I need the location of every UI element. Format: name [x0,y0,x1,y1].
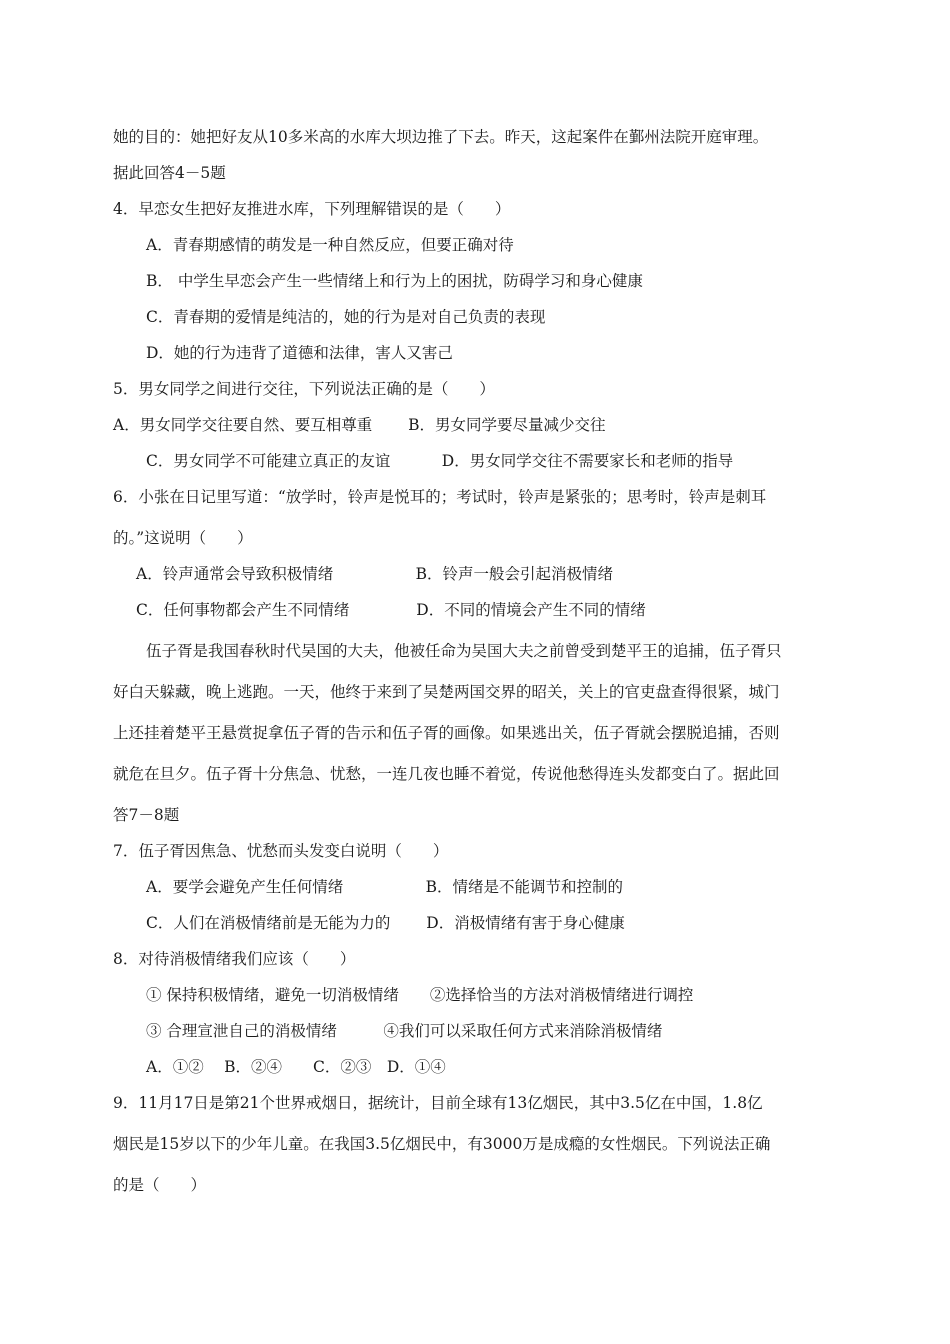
question-6-cont: 的。”这说明（ ） [113,529,253,547]
question-9-cont: 烟民是15岁以下的少年儿童。在我国3.5亿烟民中，有3000万是成瘾的女性烟民。下列说法正确 [113,1135,771,1153]
question-5: 5．男女同学之间进行交往，下列说法正确的是（ ） [113,380,495,398]
question-8: 8．对待消极情绪我们应该（ ） [113,950,356,968]
options-6ab: A．铃声通常会导致积极情绪 B．铃声一般会引起消极情绪 [136,565,614,583]
options-5cd: C．男女同学不可能建立真正的友谊 D．男女同学交往不需要家长和老师的指导 [146,452,734,470]
option-4c: C．青春期的爱情是纯洁的，她的行为是对自己负责的表现 [146,308,546,326]
question-7: 7．伍子胥因焦急、忧愁而头发变白说明（ ） [113,842,449,860]
passage-line: 好白天躲藏，晚上逃跑。一天，他终于来到了吴楚两国交界的昭关，关上的官吏盘查得很紧，城门 [113,683,780,701]
options-6cd: C．任何事物都会产生不同情绪 D．不同的情境会产生不同的情绪 [136,601,646,619]
question-9-cont: 的是（ ） [113,1176,207,1194]
option-4d: D．她的行为违背了道德和法律，害人又害己 [146,344,453,362]
question-4: 4．早恋女生把好友推进水库，下列理解错误的是（ ） [113,200,511,218]
option-4a: A．青春期感情的萌发是一种自然反应，但要正确对待 [146,236,514,254]
passage-line: 伍子胥是我国春秋时代吴国的大夫，他被任命为吴国大夫之前曾受到楚平王的追捕，伍子胥只 [146,642,782,660]
options-7cd: C．人们在消极情绪前是无能为力的 D．消极情绪有害于身心健康 [146,914,625,932]
passage-line: 上还挂着楚平王悬赏捉拿伍子胥的告示和伍子胥的画像。如果逃出关，伍子胥就会摆脱追捕，否则 [113,724,780,742]
passage-line: 答7－8题 [113,806,180,824]
option-4b: B． 中学生早恋会产生一些情绪上和行为上的困扰，防碍学习和身心健康 [146,272,643,290]
question-6: 6．小张在日记里写道：“放学时，铃声是悦耳的；考试时，铃声是紧张的；思考时，铃声是刺耳 [113,488,767,506]
options-8: A．①② B．②④ C．②③ D．①④ [146,1058,446,1076]
paragraph-line: 据此回答4－5题 [113,164,226,182]
question-9: 9．11月17日是第21个世界戒烟日，据统计，目前全球有13亿烟民，其中3.5亿在中国，1.8亿 [113,1094,763,1112]
passage-line: 就危在旦夕。伍子胥十分焦急、忧愁，一连几夜也睡不着觉，传说他愁得连头发都变白了。据此回 [113,765,780,783]
statements-8-12: ① 保持积极情绪，避免一切消极情绪 ②选择恰当的方法对消极情绪进行调控 [146,986,694,1004]
options-7ab: A．要学会避免产生任何情绪 B．情绪是不能调节和控制的 [146,878,624,896]
options-5ab: A．男女同学交往要自然、要互相尊重 B．男女同学要尽量减少交往 [113,416,606,434]
paragraph-line: 她的目的：她把好友从10多米高的水库大坝边推了下去。昨天，这起案件在鄞州法院开庭审理。 [113,128,769,146]
statements-8-34: ③ 合理宣泄自己的消极情绪 ④我们可以采取任何方式来消除消极情绪 [146,1022,663,1040]
